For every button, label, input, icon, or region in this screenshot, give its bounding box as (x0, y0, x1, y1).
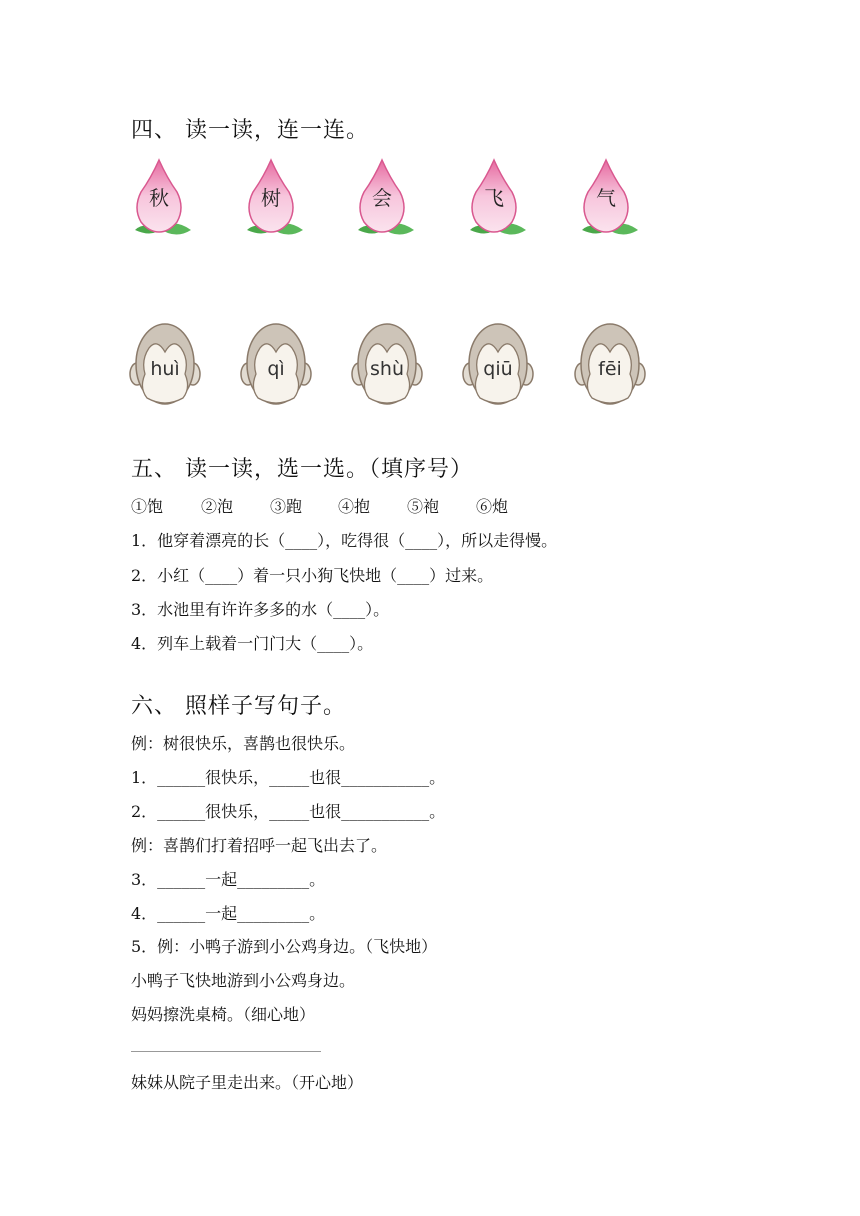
section-4-title: 四、 读一读，连一连。 (131, 118, 369, 143)
peach-character: 会 (372, 186, 392, 210)
question-line: 4．______一起_________。 (131, 904, 326, 923)
question-line: 妈妈擦洗桌椅。（细心地） (131, 1005, 316, 1024)
option-list (131, 494, 551, 516)
option-item: ⑥炮 (476, 497, 509, 516)
question-line: 妹妹从院子里走出来。（开心地） (131, 1073, 364, 1092)
question-line: 1．______很快乐，_____也很___________。 (131, 768, 446, 787)
monkey-pinyin: huì (150, 358, 180, 380)
option-item: ④抱 (338, 497, 371, 516)
peach-character: 气 (596, 186, 616, 210)
example-line: 例：喜鹊们打着招呼一起飞出去了。 (131, 836, 388, 855)
section-6-title: 六、 照样子写句子。 (131, 694, 346, 719)
question-line: 5．例：小鸭子游到小公鸡身边。（飞快地） (131, 937, 438, 956)
question-line: 3．______一起_________。 (131, 870, 326, 889)
monkey-pinyin: qì (267, 358, 285, 380)
peach-character: 秋 (149, 186, 169, 210)
section-5-title: 五、 读一读，选一选。（填序号） (131, 457, 473, 482)
monkey-pinyin: qiū (483, 358, 513, 380)
question-line: 2．小红（____）着一只小狗飞快地（____）过来。 (131, 566, 494, 585)
peach-character: 树 (261, 186, 281, 210)
question-line: 3．水池里有许许多多的水（____）。 (131, 600, 390, 619)
option-item: ②泡 (201, 497, 234, 516)
question-line: 4．列车上载着一门门大（____）。 (131, 634, 374, 653)
option-item: ⑤袍 (407, 497, 440, 516)
peach-character: 飞 (484, 186, 504, 210)
answer-blank-line[interactable] (131, 1051, 321, 1052)
option-item: ③跑 (270, 497, 303, 516)
example-line: 例：树很快乐，喜鹊也很快乐。 (131, 734, 356, 753)
option-item: ①饱 (131, 497, 164, 516)
example-answer-line: 小鸭子飞快地游到小公鸡身边。 (131, 971, 356, 990)
monkey-pinyin: fēi (598, 358, 622, 380)
question-line: 2．______很快乐，_____也很___________。 (131, 802, 446, 821)
question-line: 1．他穿着漂亮的长（____），吃得很（____），所以走得慢。 (131, 531, 558, 550)
monkey-pinyin: shù (370, 358, 404, 380)
